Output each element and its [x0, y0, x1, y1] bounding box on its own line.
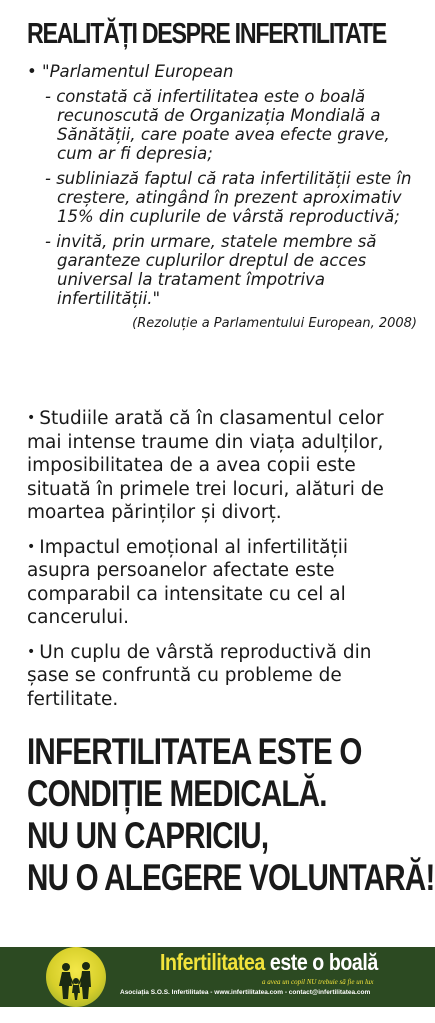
bullet-icon: • — [27, 410, 36, 426]
slogan-line: NU UN CAPRICIU, — [27, 815, 269, 856]
quote-item: - invită, prin urmare, statele membre să garanteze cuplurilor dreptul de acces universal la tratament împotriva infertilității." — [45, 232, 377, 308]
footer-tagline: a avea un copil NU trebuie să fie un lux — [262, 978, 374, 986]
slogan-line: CONDIȚIE MEDICALĂ. — [27, 773, 327, 814]
bullet-icon: • — [27, 643, 36, 660]
fact-text: Impactul emoțional al infertilității asupra persoanelor afectate este comparabil ca intensitate cu cel al cancerului. — [27, 536, 349, 628]
slogan-line: INFERTILITATEA ESTE O — [27, 731, 362, 772]
footer-banner — [0, 947, 435, 1007]
footer-title-rest: este o boală — [264, 949, 378, 975]
page-title: REALITĂȚI DESPRE INFERTILITATE — [27, 18, 387, 50]
parliament-quote — [27, 62, 417, 333]
family-silhouette-icon — [46, 947, 106, 1007]
quote-source: (Rezoluție a Parlamentului European, 2008) — [132, 316, 417, 331]
fact-text: Un cuplu de vârstă reproductivă din șase se confruntă cu probleme de fertilitate. — [27, 641, 372, 710]
fact-text: Studiile arată că în clasamentul celor mai intense traume din viața adulților, imposibilitatea de a avea copii este situată în primele trei locuri, alături de moartea părinților și divorț. — [27, 408, 384, 523]
slogan — [27, 731, 435, 899]
fact-item — [27, 536, 412, 630]
facts-list — [27, 407, 412, 722]
fact-item — [27, 641, 412, 712]
footer-title — [160, 949, 378, 976]
quote-lead: • "Parlamentul European — [27, 62, 234, 81]
fact-item — [27, 407, 412, 525]
footer-title-highlight: Infertilitatea — [160, 949, 265, 975]
bullet-icon: • — [27, 538, 36, 555]
slogan-line: NU O ALEGERE VOLUNTARĂ! — [27, 857, 435, 898]
quote-item: - subliniază faptul că rata infertilității este în creștere, atingând în prezent aproximativ 15% din cuplurile de vârstă reproductivă; — [45, 169, 412, 226]
footer-contact: Asociația S.O.S. Infertilitatea - www.infertilitatea.com - contact@infertilitatea.com — [120, 989, 371, 996]
quote-item: - constată că infertilitatea este o boală recunoscută de Organizația Mondială a Sănătății, care poate avea efecte grave, cum ar fi depresia; — [45, 87, 390, 163]
